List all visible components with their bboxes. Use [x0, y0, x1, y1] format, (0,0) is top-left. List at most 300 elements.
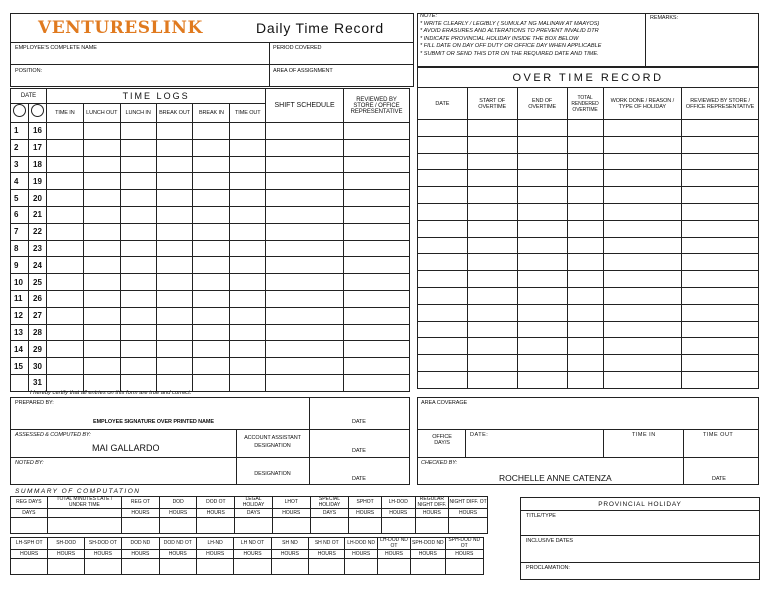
- date-circle-2: [28, 104, 46, 123]
- overtime-cell[interactable]: [467, 371, 517, 388]
- overtime-cell[interactable]: [567, 304, 603, 321]
- summary-unit: HOURS: [415, 509, 449, 518]
- overtime-cell[interactable]: [682, 254, 759, 271]
- time-log-cell[interactable]: [120, 274, 156, 291]
- overtime-cell[interactable]: [467, 287, 517, 304]
- summary-value-cell[interactable]: [84, 559, 121, 575]
- time-log-cell[interactable]: [46, 257, 83, 274]
- time-log-cell[interactable]: [230, 307, 266, 324]
- overtime-cell[interactable]: [418, 254, 468, 271]
- overtime-cell[interactable]: [467, 355, 517, 372]
- time-log-cell[interactable]: [83, 123, 120, 140]
- time-log-cell[interactable]: [156, 173, 193, 190]
- overtime-row: [418, 187, 759, 204]
- overtime-cell[interactable]: [603, 187, 682, 204]
- overtime-cell[interactable]: [682, 371, 759, 388]
- time-log-cell[interactable]: [83, 341, 120, 358]
- overtime-cell[interactable]: [567, 153, 603, 170]
- summary-value-cell[interactable]: [235, 518, 273, 534]
- time-log-cell[interactable]: [46, 206, 83, 223]
- time-log-cell[interactable]: [120, 290, 156, 307]
- overtime-cell[interactable]: [418, 287, 468, 304]
- overtime-cell[interactable]: [603, 355, 682, 372]
- time-log-cell[interactable]: [46, 307, 83, 324]
- time-log-cell[interactable]: [266, 123, 344, 140]
- overtime-cell[interactable]: [467, 136, 517, 153]
- time-log-cell[interactable]: [193, 206, 230, 223]
- day-number-left: 4: [11, 173, 29, 190]
- time-log-cell[interactable]: [83, 307, 120, 324]
- time-log-cell[interactable]: [343, 206, 409, 223]
- overtime-cell[interactable]: [517, 136, 567, 153]
- overtime-row: [418, 371, 759, 388]
- time-log-cell[interactable]: [46, 240, 83, 257]
- summary-value-cell[interactable]: [445, 559, 483, 575]
- overtime-cell[interactable]: [467, 220, 517, 237]
- time-log-cell[interactable]: [230, 341, 266, 358]
- overtime-cell[interactable]: [517, 237, 567, 254]
- time-log-cell[interactable]: [156, 139, 193, 156]
- summary-unit: DAYS: [235, 509, 273, 518]
- time-log-cell[interactable]: [230, 206, 266, 223]
- overtime-cell[interactable]: [517, 120, 567, 137]
- summary-header: LH ND OT: [234, 538, 271, 550]
- overtime-cell[interactable]: [418, 120, 468, 137]
- overtime-cell[interactable]: [467, 120, 517, 137]
- signatures-box: [10, 397, 410, 485]
- time-log-cell[interactable]: [266, 223, 344, 240]
- time-log-cell[interactable]: [120, 307, 156, 324]
- overtime-cell[interactable]: [603, 153, 682, 170]
- certify-text: I hereby certify that all entries on this form are true and correct.: [30, 390, 192, 396]
- summary-value-cell[interactable]: [11, 559, 48, 575]
- overtime-row: [418, 271, 759, 288]
- time-log-cell[interactable]: [83, 358, 120, 375]
- time-log-cell[interactable]: [156, 156, 193, 173]
- time-log-cell[interactable]: [120, 156, 156, 173]
- time-log-cell[interactable]: [343, 290, 409, 307]
- time-log-cell[interactable]: [193, 240, 230, 257]
- overtime-cell[interactable]: [603, 338, 682, 355]
- day-number-left: 3: [11, 156, 29, 173]
- overtime-cell[interactable]: [467, 237, 517, 254]
- time-log-cell[interactable]: [266, 206, 344, 223]
- overtime-cell[interactable]: [567, 355, 603, 372]
- summary-header: REG OT: [122, 497, 160, 509]
- checked-date-label: DATE: [712, 476, 726, 482]
- overtime-cell[interactable]: [517, 355, 567, 372]
- overtime-cell[interactable]: [467, 304, 517, 321]
- time-log-cell[interactable]: [230, 123, 266, 140]
- overtime-cell[interactable]: [418, 170, 468, 187]
- summary-value-cell[interactable]: [196, 559, 233, 575]
- time-log-cell[interactable]: [230, 324, 266, 341]
- summary-header: LHOT: [272, 497, 310, 509]
- time-log-cell[interactable]: [343, 257, 409, 274]
- overtime-cell[interactable]: [517, 153, 567, 170]
- overtime-cell[interactable]: [682, 120, 759, 137]
- time-log-cell[interactable]: [193, 307, 230, 324]
- time-log-cell[interactable]: [193, 358, 230, 375]
- overtime-cell[interactable]: [603, 170, 682, 187]
- summary-unit: DAYS: [11, 509, 48, 518]
- time-log-row: [11, 123, 410, 140]
- time-log-cell[interactable]: [193, 274, 230, 291]
- overtime-cell[interactable]: [603, 287, 682, 304]
- overtime-cell[interactable]: [682, 170, 759, 187]
- overtime-cell[interactable]: [418, 153, 468, 170]
- summary-value-cell[interactable]: [47, 518, 121, 534]
- time-log-row: [11, 223, 410, 240]
- brand-logo: [38, 18, 203, 38]
- time-log-row: [11, 307, 410, 324]
- overtime-cell[interactable]: [418, 136, 468, 153]
- summary-unit: HOURS: [196, 550, 233, 559]
- overtime-cell[interactable]: [682, 304, 759, 321]
- overtime-cell[interactable]: [467, 254, 517, 271]
- time-log-cell[interactable]: [156, 290, 193, 307]
- time-log-cell[interactable]: [266, 240, 344, 257]
- time-log-cell[interactable]: [266, 324, 344, 341]
- time-log-cell[interactable]: [156, 223, 193, 240]
- summary-value-cell[interactable]: [415, 518, 449, 534]
- time-log-cell[interactable]: [120, 206, 156, 223]
- time-log-cell[interactable]: [156, 358, 193, 375]
- time-log-cell[interactable]: [156, 341, 193, 358]
- overtime-row: [418, 220, 759, 237]
- overtime-cell[interactable]: [567, 187, 603, 204]
- time-log-cell[interactable]: [193, 374, 230, 391]
- overtime-cell[interactable]: [682, 153, 759, 170]
- summary-value-cell[interactable]: [381, 518, 415, 534]
- day-number-right: 31: [28, 374, 46, 391]
- time-log-cell[interactable]: [46, 123, 83, 140]
- time-log-cell[interactable]: [120, 341, 156, 358]
- overtime-cell[interactable]: [467, 271, 517, 288]
- overtime-cell[interactable]: [517, 304, 567, 321]
- time-log-cell[interactable]: [120, 139, 156, 156]
- summary-unit: HOURS: [381, 509, 415, 518]
- time-log-cell[interactable]: [156, 257, 193, 274]
- overtime-cell[interactable]: [517, 338, 567, 355]
- time-log-cell[interactable]: [120, 123, 156, 140]
- time-log-cell[interactable]: [83, 223, 120, 240]
- time-log-cell[interactable]: [193, 139, 230, 156]
- overtime-cell[interactable]: [682, 136, 759, 153]
- time-log-cell[interactable]: [343, 123, 409, 140]
- summary-unit: HOURS: [84, 550, 121, 559]
- summary-value-cell[interactable]: [309, 559, 345, 575]
- overtime-cell[interactable]: [567, 254, 603, 271]
- summary-value-cell[interactable]: [271, 559, 308, 575]
- time-log-cell[interactable]: [83, 190, 120, 207]
- overtime-cell[interactable]: [682, 287, 759, 304]
- overtime-cell[interactable]: [603, 203, 682, 220]
- time-log-cell[interactable]: [193, 257, 230, 274]
- provincial-holiday-title: PROVINCIAL HOLIDAY: [598, 501, 682, 508]
- time-log-cell[interactable]: [156, 123, 193, 140]
- proclamation-label: PROCLAMATION:: [526, 565, 570, 571]
- overtime-row: [418, 287, 759, 304]
- overtime-cell[interactable]: [567, 237, 603, 254]
- overtime-cell[interactable]: [682, 338, 759, 355]
- time-log-cell[interactable]: [120, 190, 156, 207]
- overtime-cell[interactable]: [517, 287, 567, 304]
- time-log-cell[interactable]: [120, 324, 156, 341]
- time-log-cell[interactable]: [156, 240, 193, 257]
- day-number-left: [11, 374, 29, 391]
- summary-value-cell[interactable]: [159, 559, 196, 575]
- time-log-cell[interactable]: [266, 190, 344, 207]
- summary-value-cell[interactable]: [411, 559, 445, 575]
- overtime-cell[interactable]: [567, 271, 603, 288]
- summary-value-cell[interactable]: [310, 518, 349, 534]
- time-log-cell[interactable]: [156, 206, 193, 223]
- time-log-cell[interactable]: [46, 274, 83, 291]
- summary-value-cell[interactable]: [122, 518, 160, 534]
- overtime-cell[interactable]: [467, 170, 517, 187]
- overtime-title: OVER TIME RECORD: [418, 68, 759, 88]
- time-log-cell[interactable]: [46, 374, 83, 391]
- time-log-cell[interactable]: [193, 190, 230, 207]
- overtime-cell[interactable]: [603, 136, 682, 153]
- time-log-cell[interactable]: [193, 324, 230, 341]
- overtime-cell[interactable]: [418, 203, 468, 220]
- time-log-cell[interactable]: [46, 324, 83, 341]
- time-log-cell[interactable]: [83, 257, 120, 274]
- time-log-cell[interactable]: [83, 156, 120, 173]
- time-log-cell[interactable]: [343, 190, 409, 207]
- time-log-cell[interactable]: [156, 374, 193, 391]
- overtime-cell[interactable]: [467, 321, 517, 338]
- summary-value-cell[interactable]: [349, 518, 382, 534]
- time-log-cell[interactable]: [83, 274, 120, 291]
- overtime-cell[interactable]: [567, 203, 603, 220]
- time-log-cell[interactable]: [230, 358, 266, 375]
- time-log-cell[interactable]: [230, 223, 266, 240]
- time-log-cell[interactable]: [343, 223, 409, 240]
- time-log-cell[interactable]: [230, 139, 266, 156]
- summary-header: SPH-DOD ND OT: [445, 538, 483, 550]
- time-log-cell[interactable]: [120, 223, 156, 240]
- time-log-cell[interactable]: [83, 206, 120, 223]
- overtime-cell[interactable]: [517, 271, 567, 288]
- time-log-cell[interactable]: [193, 156, 230, 173]
- time-log-cell[interactable]: [266, 156, 344, 173]
- overtime-cell[interactable]: [603, 321, 682, 338]
- time-log-cell[interactable]: [266, 374, 344, 391]
- summary-header: SPHOT: [349, 497, 382, 509]
- overtime-cell[interactable]: [517, 254, 567, 271]
- time-log-cell[interactable]: [193, 290, 230, 307]
- overtime-cell[interactable]: [517, 220, 567, 237]
- area-assignment-label: AREA OF ASSIGNMENT: [273, 68, 333, 74]
- overtime-cell[interactable]: [603, 304, 682, 321]
- time-log-cell[interactable]: [266, 173, 344, 190]
- summary-value-cell[interactable]: [197, 518, 235, 534]
- overtime-cell[interactable]: [603, 371, 682, 388]
- time-log-cell[interactable]: [120, 257, 156, 274]
- overtime-cell[interactable]: [567, 287, 603, 304]
- overtime-cell[interactable]: [467, 153, 517, 170]
- day-number-right: 27: [28, 307, 46, 324]
- time-log-cell[interactable]: [266, 358, 344, 375]
- overtime-cell[interactable]: [418, 355, 468, 372]
- time-log-cell[interactable]: [83, 374, 120, 391]
- time-log-cell[interactable]: [83, 290, 120, 307]
- overtime-cell[interactable]: [418, 321, 468, 338]
- time-log-cell[interactable]: [343, 173, 409, 190]
- day-number-left: 12: [11, 307, 29, 324]
- title-type-label: TITLE/TYPE: [526, 513, 556, 519]
- time-log-cell[interactable]: [120, 173, 156, 190]
- time-log-cell[interactable]: [343, 156, 409, 173]
- time-log-cell[interactable]: [46, 290, 83, 307]
- time-log-cell[interactable]: [266, 139, 344, 156]
- overtime-cell[interactable]: [682, 321, 759, 338]
- summary-value-cell[interactable]: [272, 518, 310, 534]
- overtime-cell[interactable]: [603, 237, 682, 254]
- overtime-cell[interactable]: [682, 203, 759, 220]
- summary-unit: DAYS: [310, 509, 349, 518]
- time-log-cell[interactable]: [193, 173, 230, 190]
- overtime-cell[interactable]: [467, 203, 517, 220]
- overtime-cell[interactable]: [567, 120, 603, 137]
- overtime-cell[interactable]: [603, 271, 682, 288]
- time-log-cell[interactable]: [343, 374, 409, 391]
- time-log-cell[interactable]: [193, 123, 230, 140]
- time-log-cell[interactable]: [83, 324, 120, 341]
- time-log-cell[interactable]: [230, 374, 266, 391]
- time-log-cell[interactable]: [343, 240, 409, 257]
- time-log-cell[interactable]: [83, 240, 120, 257]
- overtime-cell[interactable]: [467, 338, 517, 355]
- time-log-cell[interactable]: [343, 139, 409, 156]
- summary-value-cell[interactable]: [11, 518, 48, 534]
- time-log-cell[interactable]: [120, 358, 156, 375]
- time-log-cell[interactable]: [120, 374, 156, 391]
- time-log-cell[interactable]: [83, 173, 120, 190]
- time-log-cell[interactable]: [230, 173, 266, 190]
- time-log-cell[interactable]: [46, 173, 83, 190]
- time-log-cell[interactable]: [46, 358, 83, 375]
- time-log-cell[interactable]: [343, 274, 409, 291]
- summary-value-cell[interactable]: [345, 559, 377, 575]
- time-log-cell[interactable]: [156, 274, 193, 291]
- time-log-cell[interactable]: [266, 307, 344, 324]
- overtime-cell[interactable]: [467, 187, 517, 204]
- summary-value-cell[interactable]: [122, 559, 159, 575]
- overtime-cell[interactable]: [567, 136, 603, 153]
- overtime-cell[interactable]: [603, 120, 682, 137]
- overtime-cell[interactable]: [517, 371, 567, 388]
- summary-header: LH-SPH OT: [11, 538, 48, 550]
- time-log-cell[interactable]: [266, 290, 344, 307]
- time-log-cell[interactable]: [83, 139, 120, 156]
- time-log-cell[interactable]: [46, 139, 83, 156]
- ot-col-total: TOTAL RENDERED OVERTIME: [567, 88, 603, 120]
- overtime-cell[interactable]: [517, 203, 567, 220]
- time-log-cell[interactable]: [156, 307, 193, 324]
- time-log-row: [11, 374, 410, 391]
- time-log-cell[interactable]: [156, 324, 193, 341]
- time-log-cell[interactable]: [266, 341, 344, 358]
- overtime-cell[interactable]: [682, 220, 759, 237]
- ot-col-reviewed: REVIEWED BY STORE / OFFICE REPRESENTATIVE: [682, 88, 759, 120]
- overtime-cell[interactable]: [682, 355, 759, 372]
- office-date-label: DATE:: [470, 432, 489, 438]
- time-log-cell[interactable]: [46, 341, 83, 358]
- summary-value-cell[interactable]: [159, 518, 197, 534]
- overtime-cell[interactable]: [418, 271, 468, 288]
- time-log-cell[interactable]: [120, 240, 156, 257]
- time-log-cell[interactable]: [193, 341, 230, 358]
- overtime-cell[interactable]: [682, 237, 759, 254]
- time-log-cell[interactable]: [266, 257, 344, 274]
- summary-value-cell[interactable]: [234, 559, 271, 575]
- prepared-date-label: DATE: [352, 419, 366, 425]
- overtime-cell[interactable]: [418, 237, 468, 254]
- overtime-cell[interactable]: [567, 338, 603, 355]
- summary-value-cell[interactable]: [48, 559, 84, 575]
- time-log-cell[interactable]: [46, 156, 83, 173]
- overtime-cell[interactable]: [517, 187, 567, 204]
- overtime-cell[interactable]: [603, 254, 682, 271]
- summary-header: DOD ND OT: [159, 538, 196, 550]
- overtime-cell[interactable]: [567, 170, 603, 187]
- time-logs-title: TIME LOGS: [46, 89, 265, 104]
- overtime-cell[interactable]: [603, 220, 682, 237]
- assessor-role: ACCOUNT ASSISTANT: [244, 435, 301, 441]
- time-log-cell[interactable]: [193, 223, 230, 240]
- overtime-cell[interactable]: [418, 187, 468, 204]
- summary-title: SUMMARY OF COMPUTATION: [15, 488, 141, 495]
- overtime-cell[interactable]: [682, 271, 759, 288]
- day-number-left: 11: [11, 290, 29, 307]
- overtime-cell[interactable]: [418, 338, 468, 355]
- time-log-cell[interactable]: [266, 274, 344, 291]
- overtime-cell[interactable]: [517, 321, 567, 338]
- time-log-cell[interactable]: [343, 358, 409, 375]
- summary-value-cell[interactable]: [449, 518, 488, 534]
- overtime-cell[interactable]: [567, 220, 603, 237]
- overtime-cell[interactable]: [418, 220, 468, 237]
- time-log-cell[interactable]: [230, 190, 266, 207]
- ot-col-work-done: WORK DONE / REASON / TYPE OF HOLIDAY: [603, 88, 682, 120]
- time-log-cell[interactable]: [343, 341, 409, 358]
- overtime-cell[interactable]: [682, 187, 759, 204]
- overtime-cell[interactable]: [418, 304, 468, 321]
- ot-col-date: DATE: [418, 88, 468, 120]
- time-log-cell[interactable]: [46, 190, 83, 207]
- time-log-cell[interactable]: [230, 240, 266, 257]
- time-log-cell[interactable]: [230, 290, 266, 307]
- time-log-cell[interactable]: [230, 257, 266, 274]
- overtime-cell[interactable]: [418, 371, 468, 388]
- overtime-cell[interactable]: [517, 170, 567, 187]
- overtime-cell[interactable]: [567, 371, 603, 388]
- overtime-row: [418, 153, 759, 170]
- overtime-cell[interactable]: [567, 321, 603, 338]
- time-log-cell[interactable]: [230, 156, 266, 173]
- overtime-row: [418, 170, 759, 187]
- time-log-cell[interactable]: [46, 223, 83, 240]
- time-log-cell[interactable]: [156, 190, 193, 207]
- time-log-cell[interactable]: [343, 307, 409, 324]
- time-log-cell[interactable]: [343, 324, 409, 341]
- summary-value-cell[interactable]: [377, 559, 410, 575]
- time-log-cell[interactable]: [230, 274, 266, 291]
